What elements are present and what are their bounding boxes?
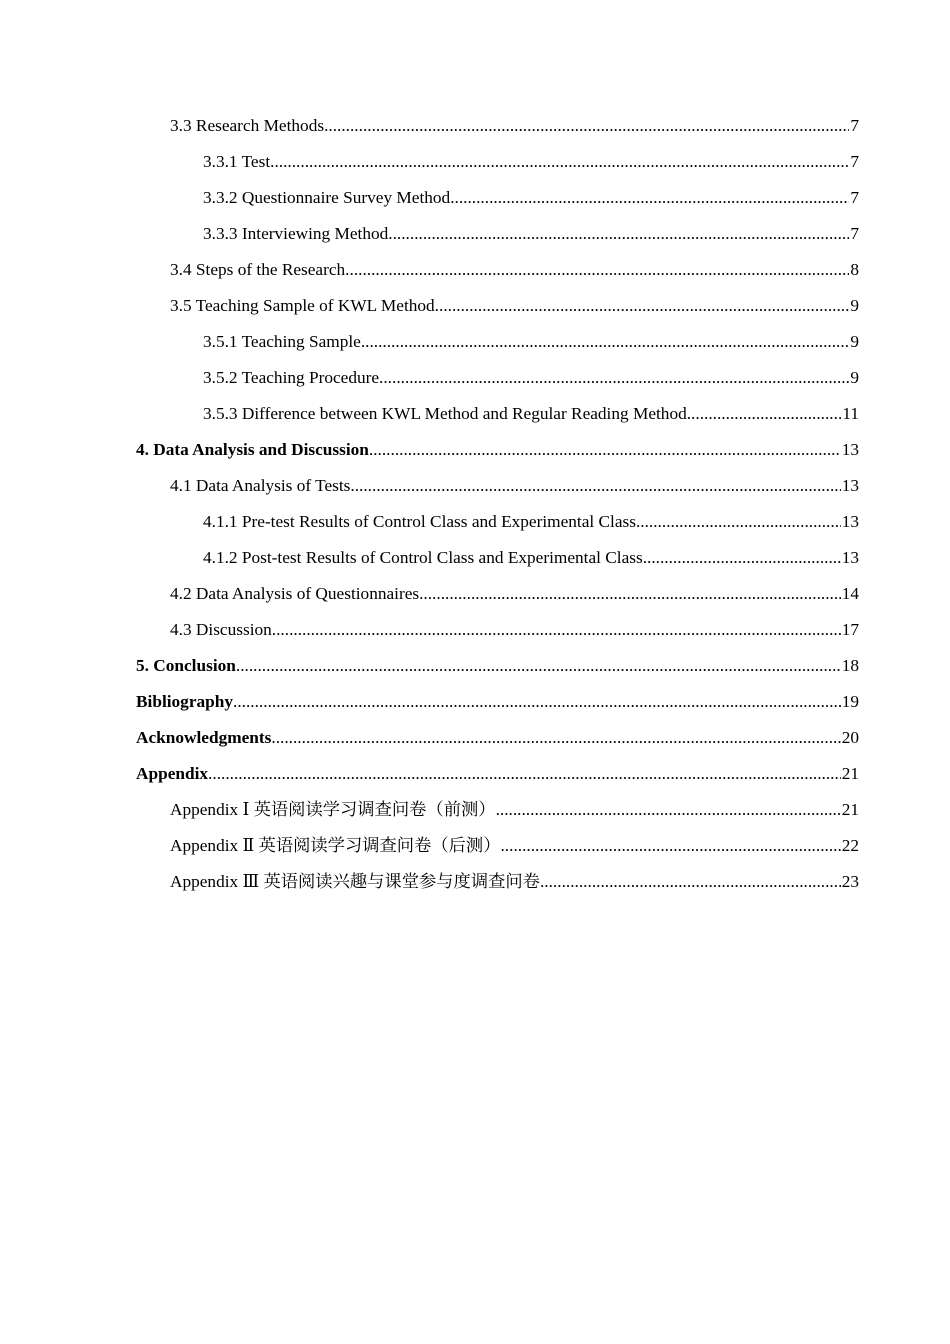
toc-page-number: 8 — [850, 260, 859, 279]
toc-entry[interactable] — [136, 612, 859, 648]
toc-dot-leader — [233, 684, 841, 720]
toc-dot-leader — [419, 576, 841, 612]
toc-dot-leader — [388, 216, 849, 252]
toc-entry-title: Acknowledgments — [136, 728, 272, 747]
toc-page-number: 9 — [850, 368, 859, 387]
toc-entry[interactable] — [136, 324, 859, 360]
toc-dot-leader — [272, 612, 841, 648]
toc-entry-title: 4.1.2 Post-test Results of Control Class and Experimental Class — [203, 548, 643, 567]
toc-page-number: 9 — [850, 296, 859, 315]
toc-entry[interactable] — [136, 216, 859, 252]
toc-entry[interactable] — [136, 432, 859, 468]
toc-dot-leader — [643, 540, 841, 576]
toc-entry[interactable] — [136, 864, 859, 900]
toc-entry-title: Appendix Ⅰ 英语阅读学习调查问卷（前测） — [170, 800, 496, 819]
toc-entry[interactable] — [136, 108, 859, 144]
toc-entry[interactable] — [136, 576, 859, 612]
toc-page-number: 21 — [841, 800, 859, 819]
toc-entry[interactable] — [136, 828, 859, 864]
toc-dot-leader — [345, 252, 849, 288]
toc-entry[interactable] — [136, 180, 859, 216]
toc-entry[interactable] — [136, 504, 859, 540]
toc-page-number: 13 — [841, 476, 859, 495]
toc-entry-title: 3.4 Steps of the Research — [170, 260, 346, 279]
toc-entry-title: 4.2 Data Analysis of Questionnaires — [170, 584, 420, 603]
toc-entry[interactable] — [136, 468, 859, 504]
toc-dot-leader — [324, 108, 849, 144]
toc-dot-leader — [208, 756, 841, 792]
toc-dot-leader — [435, 288, 850, 324]
toc-dot-leader — [361, 324, 850, 360]
toc-entry-title: Appendix Ⅱ 英语阅读学习调查问卷（后测） — [170, 836, 501, 855]
toc-dot-leader — [500, 828, 840, 864]
toc-page-number: 7 — [850, 224, 859, 243]
toc-entry[interactable] — [136, 540, 859, 576]
toc-page-number: 9 — [850, 332, 859, 351]
toc-page-number: 20 — [841, 728, 859, 747]
toc-dot-leader — [236, 648, 841, 684]
toc-page-number: 18 — [841, 656, 859, 675]
toc-entry-title: 3.3.2 Questionnaire Survey Method — [203, 188, 451, 207]
toc-entry[interactable] — [136, 792, 859, 828]
toc-dot-leader — [369, 432, 841, 468]
toc-entry-title: 3.3 Research Methods — [170, 116, 325, 135]
toc-page-number: 13 — [841, 548, 859, 567]
toc-page-number: 13 — [841, 440, 859, 459]
toc-dot-leader — [636, 504, 841, 540]
toc-dot-leader — [496, 792, 841, 828]
toc-entry[interactable] — [136, 288, 859, 324]
toc-page-number: 7 — [850, 152, 859, 171]
toc-entry[interactable] — [136, 144, 859, 180]
toc-dot-leader — [540, 864, 841, 900]
toc-entry-title: Appendix — [136, 764, 209, 783]
toc-entry-title: 3.3.1 Test — [203, 152, 271, 171]
toc-entry[interactable] — [136, 396, 859, 432]
table-of-contents — [136, 108, 859, 900]
toc-entry[interactable] — [136, 720, 859, 756]
toc-page-number: 17 — [841, 620, 859, 639]
toc-entry[interactable] — [136, 684, 859, 720]
toc-dot-leader — [270, 144, 849, 180]
toc-entry[interactable] — [136, 252, 859, 288]
toc-entry[interactable] — [136, 648, 859, 684]
toc-dot-leader — [450, 180, 849, 216]
toc-page-number: 13 — [841, 512, 859, 531]
toc-page-number: 7 — [850, 116, 859, 135]
toc-entry-title: 3.5.2 Teaching Procedure — [203, 368, 380, 387]
toc-entry-title: Appendix Ⅲ 英语阅读兴趣与课堂参与度调查问卷 — [170, 872, 540, 891]
toc-entry-title: 3.5 Teaching Sample of KWL Method — [170, 296, 435, 315]
toc-page-number: 23 — [841, 872, 859, 891]
toc-entry-title: 4. Data Analysis and Discussion — [136, 440, 369, 459]
toc-page-number: 22 — [841, 836, 859, 855]
toc-entry-title: 3.5.3 Difference between KWL Method and Regular Reading Method — [203, 404, 687, 423]
toc-dot-leader — [350, 468, 840, 504]
toc-entry-title: 3.3.3 Interviewing Method — [203, 224, 389, 243]
toc-dot-leader — [687, 396, 842, 432]
toc-entry-title: 4.3 Discussion — [170, 620, 272, 639]
toc-entry-title: Bibliography — [136, 692, 233, 711]
toc-dot-leader — [379, 360, 849, 396]
toc-page-number: 14 — [841, 584, 859, 603]
toc-entry[interactable] — [136, 360, 859, 396]
toc-page-number: 11 — [842, 404, 859, 423]
toc-page-number: 21 — [841, 764, 859, 783]
toc-page-number: 19 — [841, 692, 859, 711]
toc-dot-leader — [271, 720, 840, 756]
toc-entry-title: 5. Conclusion — [136, 656, 236, 675]
toc-entry-title: 4.1 Data Analysis of Tests — [170, 476, 351, 495]
toc-entry-title: 4.1.1 Pre-test Results of Control Class and Experimental Class — [203, 512, 636, 531]
toc-page-number: 7 — [850, 188, 859, 207]
toc-entry[interactable] — [136, 756, 859, 792]
toc-entry-title: 3.5.1 Teaching Sample — [203, 332, 361, 351]
